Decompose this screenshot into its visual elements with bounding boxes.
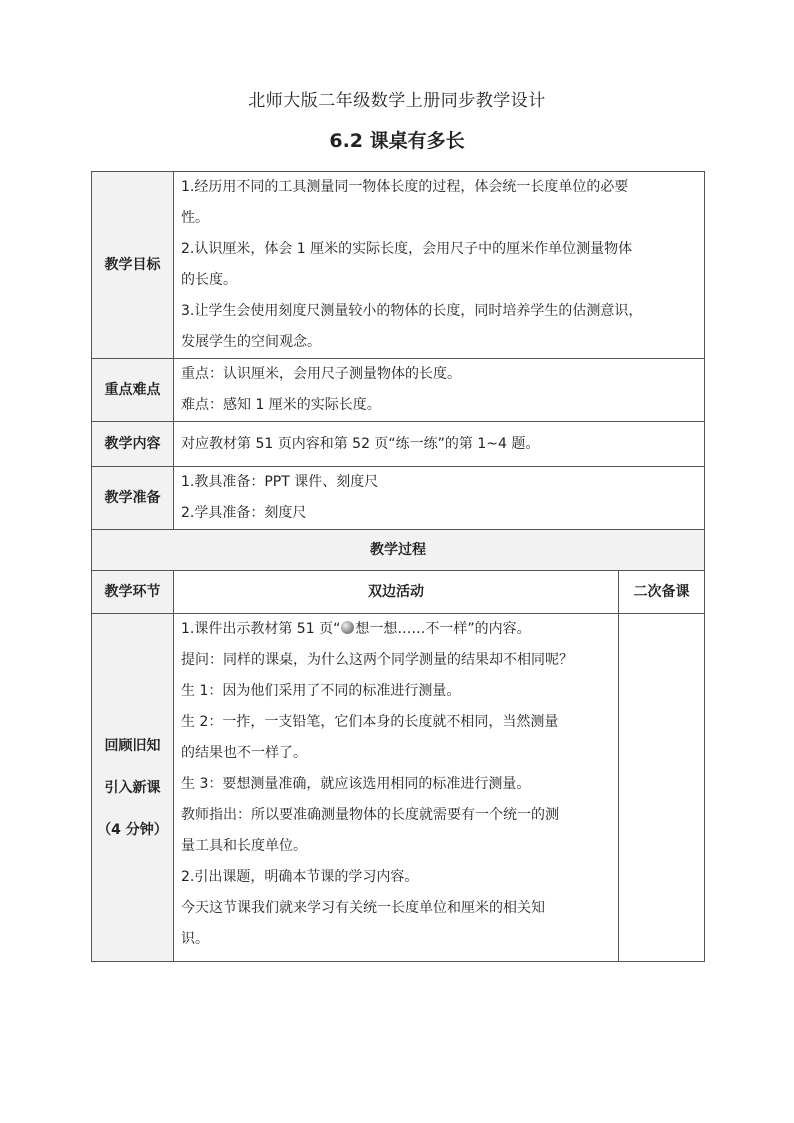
prep-line: 1.教具准备：PPT 课件、刻度尺 bbox=[181, 474, 379, 490]
column-header-activity: 双边活动 bbox=[174, 571, 619, 614]
goal-line: 的长度。 bbox=[181, 272, 237, 288]
activity-line: 生 3：要想测量准确，就应该选用相同的标准进行测量。 bbox=[181, 776, 531, 792]
key-points-content bbox=[174, 359, 705, 422]
review-label-line: 回顾旧知 bbox=[104, 737, 161, 754]
key-point-line: 重点：认识厘米，会用尺子测量物体的长度。 bbox=[181, 366, 461, 382]
activity-line: 生 1：因为他们采用了不同的标准进行测量。 bbox=[181, 683, 461, 699]
activity-line-end: 想一想……不一样”的内容。 bbox=[355, 621, 531, 637]
review-notes-cell bbox=[619, 614, 705, 962]
globe-icon bbox=[341, 621, 354, 634]
goal-line: 2.认识厘米，体会 1 厘米的实际长度，会用尺子中的厘米作单位测量物体 bbox=[181, 241, 633, 257]
row-teaching-goals bbox=[92, 172, 705, 359]
row-column-headers bbox=[92, 571, 705, 614]
activity-line: 提问：同样的课桌，为什么这两个同学测量的结果却不相同呢？ bbox=[181, 652, 573, 668]
review-activity-content bbox=[174, 614, 619, 962]
lesson-plan-table bbox=[91, 171, 705, 962]
activity-line: 量工具和长度单位。 bbox=[181, 838, 307, 854]
activity-line: 识。 bbox=[181, 931, 209, 947]
teaching-content-text bbox=[174, 422, 705, 467]
review-label-line: （4 分钟） bbox=[97, 821, 168, 838]
column-header-notes: 二次备课 bbox=[619, 571, 705, 614]
row-teaching-content bbox=[92, 422, 705, 467]
prep-line: 2.学具准备：刻度尺 bbox=[181, 505, 307, 521]
process-header: 教学过程 bbox=[92, 530, 705, 571]
goal-line: 3.让学生会使用刻度尺测量较小的物体的长度，同时培养学生的估测意识， bbox=[181, 303, 643, 319]
content-line: 对应教材第 51 页内容和第 52 页“练一练”的第 1~4 题。 bbox=[181, 435, 540, 452]
document-header: 北师大版二年级数学上册同步教学设计 bbox=[248, 91, 546, 111]
row-process-header bbox=[92, 530, 705, 571]
activity-line-start: 1.课件出示教材第 51 页“ bbox=[181, 621, 341, 637]
label-review bbox=[92, 614, 174, 962]
row-teaching-prep bbox=[92, 467, 705, 530]
activity-line: 教师指出：所以要准确测量物体的长度就需要有一个统一的测 bbox=[181, 807, 559, 823]
label-teaching-content: 教学内容 bbox=[92, 422, 174, 467]
activity-line: 今天这节课我们就来学习有关统一长度单位和厘米的相关知 bbox=[181, 900, 545, 916]
column-header-stage: 教学环节 bbox=[92, 571, 174, 614]
label-teaching-goals: 教学目标 bbox=[92, 172, 174, 359]
activity-line: 2.引出课题，明确本节课的学习内容。 bbox=[181, 869, 419, 885]
teaching-prep-content bbox=[174, 467, 705, 530]
activity-line: 生 2：一拃，一支铅笔，它们本身的长度就不相同，当然测量 bbox=[181, 714, 559, 730]
review-label-line: 引入新课 bbox=[104, 779, 161, 796]
lesson-title: 6.2 课桌有多长 bbox=[329, 130, 465, 152]
row-key-points bbox=[92, 359, 705, 422]
teaching-goals-content bbox=[174, 172, 705, 359]
label-key-points: 重点难点 bbox=[92, 359, 174, 422]
activity-line: 的结果也不一样了。 bbox=[181, 745, 307, 761]
goal-line: 发展学生的空间观念。 bbox=[181, 334, 321, 350]
row-review bbox=[92, 614, 705, 962]
key-point-line: 难点：感知 1 厘米的实际长度。 bbox=[181, 397, 381, 413]
goal-line: 性。 bbox=[181, 210, 209, 226]
activity-line bbox=[181, 614, 618, 645]
goal-line: 1.经历用不同的工具测量同一物体长度的过程，体会统一长度单位的必要 bbox=[181, 179, 629, 195]
label-teaching-prep: 教学准备 bbox=[92, 467, 174, 530]
